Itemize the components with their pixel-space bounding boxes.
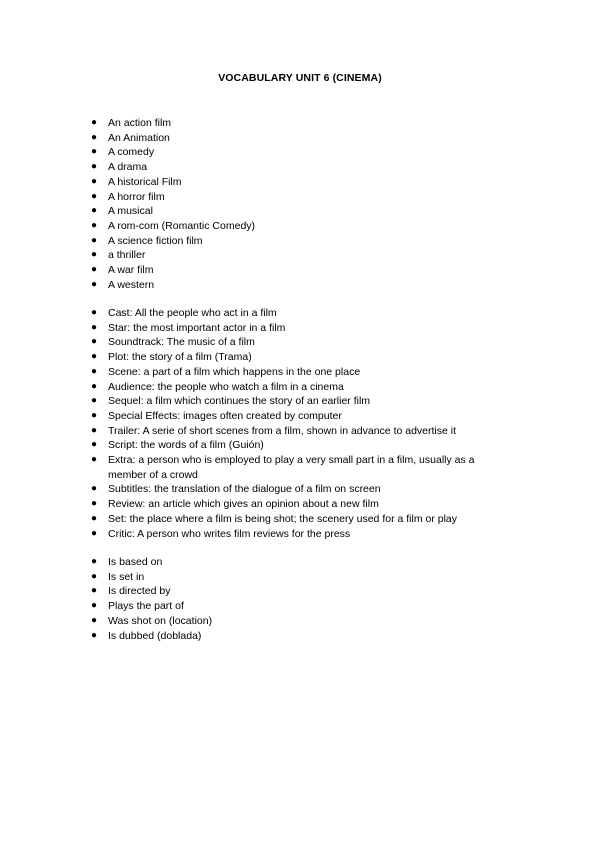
- bullet-icon: ●: [91, 439, 98, 451]
- bullet-icon: ●: [91, 365, 98, 377]
- term-list: [0, 306, 508, 541]
- list-item-text: An Animation: [108, 131, 170, 144]
- bullet-icon: ●: [91, 498, 98, 510]
- bullet-icon: ●: [91, 205, 98, 217]
- bullet-icon: ●: [91, 249, 98, 261]
- list-item: [0, 190, 508, 205]
- list-item-text: Sequel: a film which continues the story of an earlier film: [108, 395, 371, 408]
- list-item: [0, 321, 508, 336]
- list-item-text: A science fiction film: [108, 234, 203, 247]
- list-item-text: A western: [108, 278, 155, 291]
- bullet-icon: ●: [91, 264, 98, 276]
- bullet-icon: ●: [91, 454, 98, 466]
- list-item: [0, 409, 508, 424]
- bullet-icon: ●: [91, 409, 98, 421]
- list-item: [0, 175, 508, 190]
- bullet-icon: ●: [91, 161, 98, 173]
- list-item-text: Extra: a person who is employed to play a very small part in a film, usually as a member of a crowd: [108, 454, 475, 481]
- bullet-icon: ●: [91, 307, 98, 318]
- list-item-text: Script: the words of a film (Guión): [108, 439, 264, 452]
- list-item: [0, 234, 508, 249]
- genre-list: [0, 116, 508, 292]
- list-item: [0, 482, 508, 497]
- bullet-icon: ●: [91, 351, 98, 363]
- list-item: [0, 497, 508, 512]
- list-item: [0, 584, 508, 599]
- list-item-text: Set: the place where a film is being shot; the scenery used for a film or play: [108, 512, 458, 525]
- list-item: [0, 131, 508, 146]
- bullet-icon: ●: [91, 234, 98, 246]
- list-item: [0, 160, 508, 175]
- list-item: [0, 263, 508, 278]
- list-item-text: A comedy: [108, 146, 155, 159]
- list-item-text: A rom-com (Romantic Comedy): [108, 219, 256, 232]
- list-item: [0, 424, 508, 439]
- list-item: [0, 527, 508, 542]
- list-item: [0, 219, 508, 234]
- list-item: [0, 248, 508, 263]
- bullet-icon: ●: [91, 336, 98, 348]
- list-item: [0, 278, 508, 293]
- bullet-icon: ●: [91, 424, 98, 436]
- bullet-icon: ●: [91, 175, 98, 187]
- list-item: [0, 394, 508, 409]
- bullet-icon: ●: [91, 190, 98, 202]
- bullet-icon: ●: [91, 556, 98, 567]
- phrase-list: [0, 555, 508, 643]
- list-item: [0, 629, 508, 644]
- list-item-text: A war film: [108, 264, 154, 277]
- bullet-icon: ●: [91, 600, 98, 612]
- list-item-text: A horror film: [108, 190, 165, 203]
- list-item-text: a thriller: [108, 249, 146, 262]
- list-item: [0, 555, 508, 570]
- list-item: [0, 350, 508, 365]
- bullet-icon: ●: [91, 321, 98, 333]
- bullet-icon: ●: [91, 278, 98, 290]
- list-item: [0, 145, 508, 160]
- list-item: [0, 453, 508, 482]
- bullet-icon: ●: [91, 585, 98, 597]
- list-item: [0, 306, 508, 321]
- page-title: VOCABULARY UNIT 6 (CINEMA): [218, 72, 382, 84]
- list-item: [0, 438, 508, 453]
- list-item-text: A drama: [108, 161, 148, 174]
- list-item-text: Is dubbed (doblada): [108, 629, 202, 642]
- list-item-text: Scene: a part of a film which happens in the one place: [108, 365, 361, 378]
- list-item-text: Was shot on (location): [108, 614, 213, 627]
- list-item-text: Special Effects: images often created by computer: [108, 409, 342, 422]
- bullet-icon: ●: [91, 131, 98, 143]
- list-item-text: Soundtrack: The music of a film: [108, 336, 255, 349]
- list-item-text: An action film: [108, 117, 172, 129]
- bullet-icon: ●: [91, 117, 98, 128]
- list-item-text: Audience: the people who watch a film in a cinema: [108, 380, 344, 393]
- list-item: [0, 512, 508, 527]
- bullet-icon: ●: [91, 570, 98, 582]
- bullet-icon: ●: [91, 219, 98, 231]
- list-item-text: Is based on: [108, 556, 163, 568]
- list-item-text: Subtitles: the translation of the dialogue of a film on screen: [108, 483, 381, 496]
- bullet-icon: ●: [91, 527, 98, 539]
- bullet-icon: ●: [91, 380, 98, 392]
- list-item: [0, 204, 508, 219]
- list-item-text: Critic: A person who writes film reviews for the press: [108, 527, 351, 540]
- bullet-icon: ●: [91, 395, 98, 407]
- list-item-text: Star: the most important actor in a film: [108, 321, 286, 334]
- list-item-text: Is set in: [108, 570, 145, 583]
- list-item: [0, 335, 508, 350]
- bullet-icon: ●: [91, 512, 98, 524]
- list-item: [0, 599, 508, 614]
- bullet-icon: ●: [91, 146, 98, 158]
- bullet-icon: ●: [91, 483, 98, 495]
- bullet-icon: ●: [91, 614, 98, 626]
- list-item-text: Is directed by: [108, 585, 171, 598]
- list-item-text: A musical: [108, 205, 153, 218]
- list-item: [0, 365, 508, 380]
- list-item-text: Plays the part of: [108, 600, 184, 613]
- list-item: [0, 380, 508, 395]
- list-item-text: Trailer: A serie of short scenes from a film, shown in advance to advertise it: [108, 424, 457, 437]
- list-item-text: Plot: the story of a film (Trama): [108, 351, 252, 364]
- list-item-text: Review: an article which gives an opinion about a new film: [108, 498, 379, 511]
- list-item: [0, 116, 508, 131]
- bullet-icon: ●: [91, 629, 98, 641]
- list-item: [0, 614, 508, 629]
- list-item-text: A historical Film: [108, 175, 182, 188]
- list-item-text: Cast: All the people who act in a film: [108, 307, 277, 319]
- list-item: [0, 570, 508, 585]
